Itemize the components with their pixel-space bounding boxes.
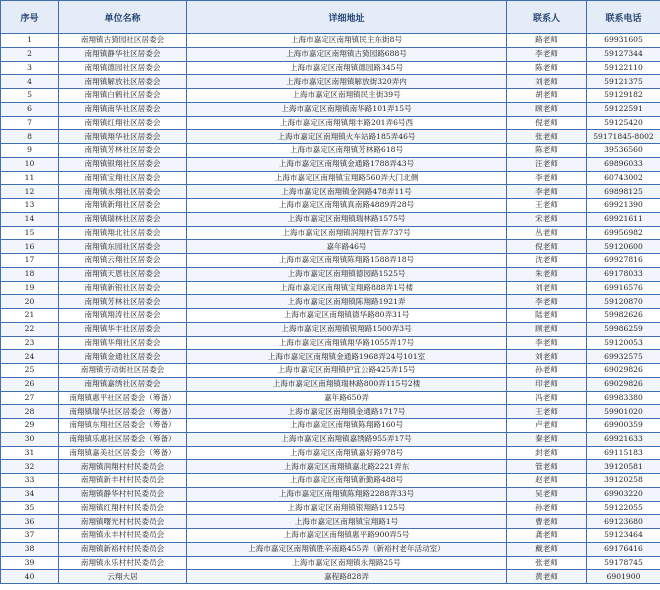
row-index: 7	[1, 116, 59, 130]
row-contact: 封老师	[507, 446, 587, 460]
row-index: 23	[1, 336, 59, 350]
table-row	[1, 336, 660, 350]
row-index: 9	[1, 144, 59, 158]
row-phone: 69029826	[587, 364, 660, 378]
table-row	[1, 144, 660, 158]
table-row	[1, 89, 660, 103]
table-row	[1, 212, 660, 226]
table-row	[1, 254, 660, 268]
table-row	[1, 405, 660, 419]
row-contact: 秦老师	[507, 432, 587, 446]
row-contact: 倪老师	[507, 116, 587, 130]
row-index: 6	[1, 102, 59, 116]
table-row	[1, 47, 660, 61]
row-contact: 刘老师	[507, 350, 587, 364]
row-address: 上海市嘉定区南翔镇银翔路1500弄3号	[187, 322, 507, 336]
row-contact: 孙老师	[507, 501, 587, 515]
row-address: 上海市嘉定区南翔镇新勤路488号	[187, 474, 507, 488]
row-index: 19	[1, 281, 59, 295]
row-index: 10	[1, 157, 59, 171]
table-row	[1, 419, 660, 433]
row-contact: 刘老师	[507, 75, 587, 89]
row-unit-name: 南翔镇翔北社区居委会	[59, 226, 187, 240]
row-address: 上海市嘉定区南翔镇嘉绣路955弄17号	[187, 432, 507, 446]
row-unit-name: 南翔镇古猗园社区居委会	[59, 34, 187, 48]
row-unit-name: 云翔大居	[59, 570, 187, 584]
row-address: 上海市嘉定区南翔镇陈翔路1588弄18号	[187, 254, 507, 268]
row-index: 17	[1, 254, 59, 268]
row-contact: 印老师	[507, 377, 587, 391]
row-unit-name: 南翔镇新银社区居委会	[59, 281, 187, 295]
row-address: 上海市嘉定区南翔镇火车站路185弄46号	[187, 130, 507, 144]
row-phone: 69916576	[587, 281, 660, 295]
row-unit-name: 南翔镇劳动街社区居委会	[59, 364, 187, 378]
row-address: 上海市嘉定区南翔镇宝翔路1号	[187, 515, 507, 529]
row-unit-name: 南翔镇永乐村村民委员会	[59, 556, 187, 570]
row-unit-name: 南翔镇华丰社区居委会	[59, 322, 187, 336]
row-contact: 朱老师	[507, 267, 587, 281]
row-phone: 69921611	[587, 212, 660, 226]
row-contact: 胡老师	[507, 89, 587, 103]
row-address: 上海市嘉定区南翔镇民主东街8号	[187, 34, 507, 48]
row-phone: 59986259	[587, 322, 660, 336]
row-contact: 刘老师	[507, 281, 587, 295]
row-address: 上海市嘉定区南翔镇德华路80弄31号	[187, 309, 507, 323]
table-row	[1, 309, 660, 323]
row-unit-name: 南翔镇东翔社区居委会（筹备）	[59, 419, 187, 433]
table-row	[1, 61, 660, 75]
row-unit-name: 南翔镇新翔社区居委会	[59, 199, 187, 213]
row-index: 26	[1, 377, 59, 391]
row-index: 25	[1, 364, 59, 378]
row-index: 33	[1, 474, 59, 488]
row-phone: 59123464	[587, 529, 660, 543]
table-row	[1, 130, 660, 144]
row-phone: 69921390	[587, 199, 660, 213]
table-row	[1, 529, 660, 543]
row-index: 22	[1, 322, 59, 336]
table-row	[1, 474, 660, 488]
row-contact: 王老师	[507, 405, 587, 419]
row-address: 上海市嘉定区南翔镇永翔路25号	[187, 556, 507, 570]
row-address: 上海市嘉定区南翔镇德园路1525号	[187, 267, 507, 281]
row-address: 上海市嘉定区南翔镇古猗园路688号	[187, 47, 507, 61]
row-contact: 陈老师	[507, 144, 587, 158]
row-unit-name: 南翔镇德园社区居委会	[59, 61, 187, 75]
row-index: 11	[1, 171, 59, 185]
row-unit-name: 南翔镇宝翔社区居委会	[59, 171, 187, 185]
row-contact: 顾老师	[507, 102, 587, 116]
row-contact: 冯老师	[507, 391, 587, 405]
row-phone: 59127344	[587, 47, 660, 61]
row-address: 嘉年路46号	[187, 240, 507, 254]
row-index: 2	[1, 47, 59, 61]
row-index: 18	[1, 267, 59, 281]
row-address: 上海市嘉定区南翔镇芳林路618号	[187, 144, 507, 158]
row-contact: 王老师	[507, 199, 587, 213]
row-phone: 69029826	[587, 377, 660, 391]
row-phone: 59901020	[587, 405, 660, 419]
row-index: 29	[1, 419, 59, 433]
row-phone: 6901900	[587, 570, 660, 584]
table-row	[1, 322, 660, 336]
row-index: 1	[1, 34, 59, 48]
row-contact: 李老师	[507, 171, 587, 185]
row-unit-name: 南翔镇永翔社区居委会	[59, 185, 187, 199]
row-index: 39	[1, 556, 59, 570]
row-phone: 69178033	[587, 267, 660, 281]
row-address: 嘉程路828弄	[187, 570, 507, 584]
row-contact: 李老师	[507, 295, 587, 309]
row-unit-name: 南翔镇新丰村村民委员会	[59, 474, 187, 488]
row-index: 12	[1, 185, 59, 199]
row-phone: 59125420	[587, 116, 660, 130]
row-index: 38	[1, 542, 59, 556]
row-address: 上海市嘉定区南翔镇嘉北路2221弄东	[187, 460, 507, 474]
table-row	[1, 487, 660, 501]
row-unit-name: 南翔镇云翔社区居委会	[59, 254, 187, 268]
row-unit-name: 南翔镇金通社区居委会	[59, 350, 187, 364]
header-contact: 联系人	[507, 1, 587, 34]
row-phone: 69927816	[587, 254, 660, 268]
table-row	[1, 75, 660, 89]
row-unit-name: 南翔镇白鹤社区居委会	[59, 89, 187, 103]
row-contact: 管老师	[507, 460, 587, 474]
row-unit-name: 南翔镇南华社区居委会	[59, 102, 187, 116]
row-phone: 69921633	[587, 432, 660, 446]
row-index: 31	[1, 446, 59, 460]
row-phone: 59129182	[587, 89, 660, 103]
row-index: 24	[1, 350, 59, 364]
table-row	[1, 515, 660, 529]
row-phone: 69932575	[587, 350, 660, 364]
row-contact: 赵老师	[507, 474, 587, 488]
row-contact: 孙老师	[507, 364, 587, 378]
row-address: 上海市嘉定区南翔镇解放街320弄内	[187, 75, 507, 89]
row-phone: 69956982	[587, 226, 660, 240]
table-row	[1, 295, 660, 309]
table-row	[1, 350, 660, 364]
row-unit-name: 南翔镇芳林社区居委会	[59, 295, 187, 309]
row-contact: 戴老师	[507, 542, 587, 556]
table-row	[1, 267, 660, 281]
row-contact: 丛老师	[507, 226, 587, 240]
row-phone: 39536560	[587, 144, 660, 158]
row-contact: 沈老师	[507, 254, 587, 268]
row-address: 上海市嘉定区南翔镇金通路1968弄24号101室	[187, 350, 507, 364]
table-row	[1, 171, 660, 185]
row-phone: 39120258	[587, 474, 660, 488]
row-phone: 59122055	[587, 501, 660, 515]
row-index: 21	[1, 309, 59, 323]
table-body	[1, 34, 660, 584]
table-row	[1, 570, 660, 584]
table-row	[1, 102, 660, 116]
row-address: 上海市嘉定区南翔镇宝翔路560弄大门北侧	[187, 171, 507, 185]
table-row	[1, 226, 660, 240]
header-unit-name: 单位名称	[59, 1, 187, 34]
row-unit-name: 南翔镇嘉绣社区居委会	[59, 377, 187, 391]
row-unit-name: 南翔镇解放社区居委会	[59, 75, 187, 89]
row-phone: 60743002	[587, 171, 660, 185]
row-unit-name: 南翔镇翔华社区居委会	[59, 130, 187, 144]
row-contact: 李老师	[507, 47, 587, 61]
row-address: 上海市嘉定区南翔镇南华路101弄15号	[187, 102, 507, 116]
row-phone: 69900359	[587, 419, 660, 433]
table-row	[1, 281, 660, 295]
row-index: 27	[1, 391, 59, 405]
row-index: 13	[1, 199, 59, 213]
row-unit-name: 南翔镇静华村村民委员会	[59, 487, 187, 501]
row-address: 上海市嘉定区南翔镇金通路1788弄43号	[187, 157, 507, 171]
row-contact: 李老师	[507, 336, 587, 350]
table-header-row	[1, 1, 660, 34]
row-address: 上海市嘉定区南翔镇陈翔路1921弄	[187, 295, 507, 309]
row-index: 34	[1, 487, 59, 501]
table-row	[1, 185, 660, 199]
row-unit-name: 南翔镇静华社区居委会	[59, 47, 187, 61]
row-contact: 张老师	[507, 130, 587, 144]
row-address: 上海市嘉定区南翔镇惠平路900弄5号	[187, 529, 507, 543]
row-unit-name: 南翔镇翔涛社区居委会	[59, 309, 187, 323]
row-address: 上海市嘉定区南翔镇瑞林路1575号	[187, 212, 507, 226]
row-contact: 顾老师	[507, 322, 587, 336]
row-unit-name: 南翔镇惠平社区居委会（筹备）	[59, 391, 187, 405]
row-contact: 陆老师	[507, 309, 587, 323]
row-phone: 59122110	[587, 61, 660, 75]
row-unit-name: 南翔镇曙光村村民委员会	[59, 515, 187, 529]
row-phone: 59120600	[587, 240, 660, 254]
table-row	[1, 34, 660, 48]
row-unit-name: 南翔镇永丰村村民委员会	[59, 529, 187, 543]
row-address: 上海市嘉定区南翔镇嘉好路978号	[187, 446, 507, 460]
table-row	[1, 432, 660, 446]
row-contact: 汪老师	[507, 157, 587, 171]
row-phone: 69115183	[587, 446, 660, 460]
row-phone: 69983380	[587, 391, 660, 405]
row-index: 15	[1, 226, 59, 240]
row-unit-name: 南翔镇新裕村村民委员会	[59, 542, 187, 556]
row-phone: 59178745	[587, 556, 660, 570]
row-contact: 黄老师	[507, 570, 587, 584]
row-index: 14	[1, 212, 59, 226]
row-contact: 张老师	[507, 556, 587, 570]
row-contact: 陈老师	[507, 61, 587, 75]
row-index: 35	[1, 501, 59, 515]
row-unit-name: 南翔镇东园社区居委会	[59, 240, 187, 254]
row-index: 20	[1, 295, 59, 309]
row-address: 嘉年路650弄	[187, 391, 507, 405]
row-address: 上海市嘉定区南翔镇润翔村管弄737号	[187, 226, 507, 240]
row-contact: 宋老师	[507, 212, 587, 226]
row-index: 28	[1, 405, 59, 419]
row-address: 上海市嘉定区南翔镇翔丰路201弄6号西	[187, 116, 507, 130]
row-unit-name: 南翔镇润翔村村民委员会	[59, 460, 187, 474]
row-address: 上海市嘉定区南翔镇真南路4889弄28号	[187, 199, 507, 213]
row-phone: 69896033	[587, 157, 660, 171]
row-address: 上海市嘉定区南翔镇银翔路1125号	[187, 501, 507, 515]
row-index: 30	[1, 432, 59, 446]
table-row	[1, 460, 660, 474]
row-unit-name: 南翔镇银翔社区居委会	[59, 157, 187, 171]
row-phone: 59122591	[587, 102, 660, 116]
header-address: 详细地址	[187, 1, 507, 34]
row-address: 上海市嘉定区南翔镇金通路1717号	[187, 405, 507, 419]
row-index: 36	[1, 515, 59, 529]
row-phone: 69176416	[587, 542, 660, 556]
row-phone: 69931605	[587, 34, 660, 48]
table-row	[1, 116, 660, 130]
row-phone: 39120581	[587, 460, 660, 474]
row-address: 上海市嘉定区南翔镇陈翔路2288弄33号	[187, 487, 507, 501]
row-contact: 卢老师	[507, 419, 587, 433]
row-address: 上海市嘉定区南翔镇陈翔路160号	[187, 419, 507, 433]
row-address: 上海市嘉定区南翔镇胜辛南路455弄（新裕村老年活动室）	[187, 542, 507, 556]
row-unit-name: 南翔镇瑞华社区居委会（筹备）	[59, 405, 187, 419]
row-unit-name: 南翔镇芳林社区居委会	[59, 144, 187, 158]
row-phone: 69123680	[587, 515, 660, 529]
table-row	[1, 377, 660, 391]
row-address: 上海市嘉定区南翔镇翔华路1055弄17号	[187, 336, 507, 350]
row-unit-name: 南翔镇华翔社区居委会	[59, 336, 187, 350]
row-contact: 李老师	[507, 185, 587, 199]
row-contact: 倪老师	[507, 240, 587, 254]
row-index: 8	[1, 130, 59, 144]
row-index: 3	[1, 61, 59, 75]
row-contact: 路老师	[507, 34, 587, 48]
row-unit-name: 南翔镇乐惠社区居委会（筹备）	[59, 432, 187, 446]
table-row	[1, 446, 660, 460]
row-phone: 59982626	[587, 309, 660, 323]
row-index: 32	[1, 460, 59, 474]
row-index: 16	[1, 240, 59, 254]
row-phone: 59121375	[587, 75, 660, 89]
table-row	[1, 240, 660, 254]
row-unit-name: 南翔镇红翔社区居委会	[59, 116, 187, 130]
row-phone: 59171845-8002	[587, 130, 660, 144]
row-phone: 59120870	[587, 295, 660, 309]
table-row	[1, 542, 660, 556]
table-row	[1, 157, 660, 171]
row-unit-name: 南翔镇瑞林社区居委会	[59, 212, 187, 226]
row-index: 40	[1, 570, 59, 584]
row-address: 上海市嘉定区南翔镇护宜公路425弄15号	[187, 364, 507, 378]
row-contact: 吴老师	[507, 487, 587, 501]
table-row	[1, 364, 660, 378]
row-address: 上海市嘉定区南翔镇金润路478弄11号	[187, 185, 507, 199]
row-phone: 69903220	[587, 487, 660, 501]
table-row	[1, 199, 660, 213]
row-unit-name: 南翔镇红翔村村民委员会	[59, 501, 187, 515]
table-row	[1, 556, 660, 570]
row-index: 4	[1, 75, 59, 89]
header-index: 序号	[1, 1, 59, 34]
row-unit-name: 南翔镇嘉美社区居委会（筹备）	[59, 446, 187, 460]
row-unit-name: 南翔镇天恩社区居委会	[59, 267, 187, 281]
row-contact: 龚老师	[507, 529, 587, 543]
row-contact: 曹老师	[507, 515, 587, 529]
row-address: 上海市嘉定区南翔镇民主街39号	[187, 89, 507, 103]
row-address: 上海市嘉定区南翔镇瑞林路800弄115号2楼	[187, 377, 507, 391]
row-address: 上海市嘉定区南翔镇宝翔路888弄1号楼	[187, 281, 507, 295]
table-row	[1, 501, 660, 515]
row-phone: 59120053	[587, 336, 660, 350]
row-index: 37	[1, 529, 59, 543]
table-row	[1, 391, 660, 405]
row-address: 上海市嘉定区南翔镇德园路345号	[187, 61, 507, 75]
row-phone: 69898125	[587, 185, 660, 199]
row-index: 5	[1, 89, 59, 103]
header-phone: 联系电话	[587, 1, 660, 34]
